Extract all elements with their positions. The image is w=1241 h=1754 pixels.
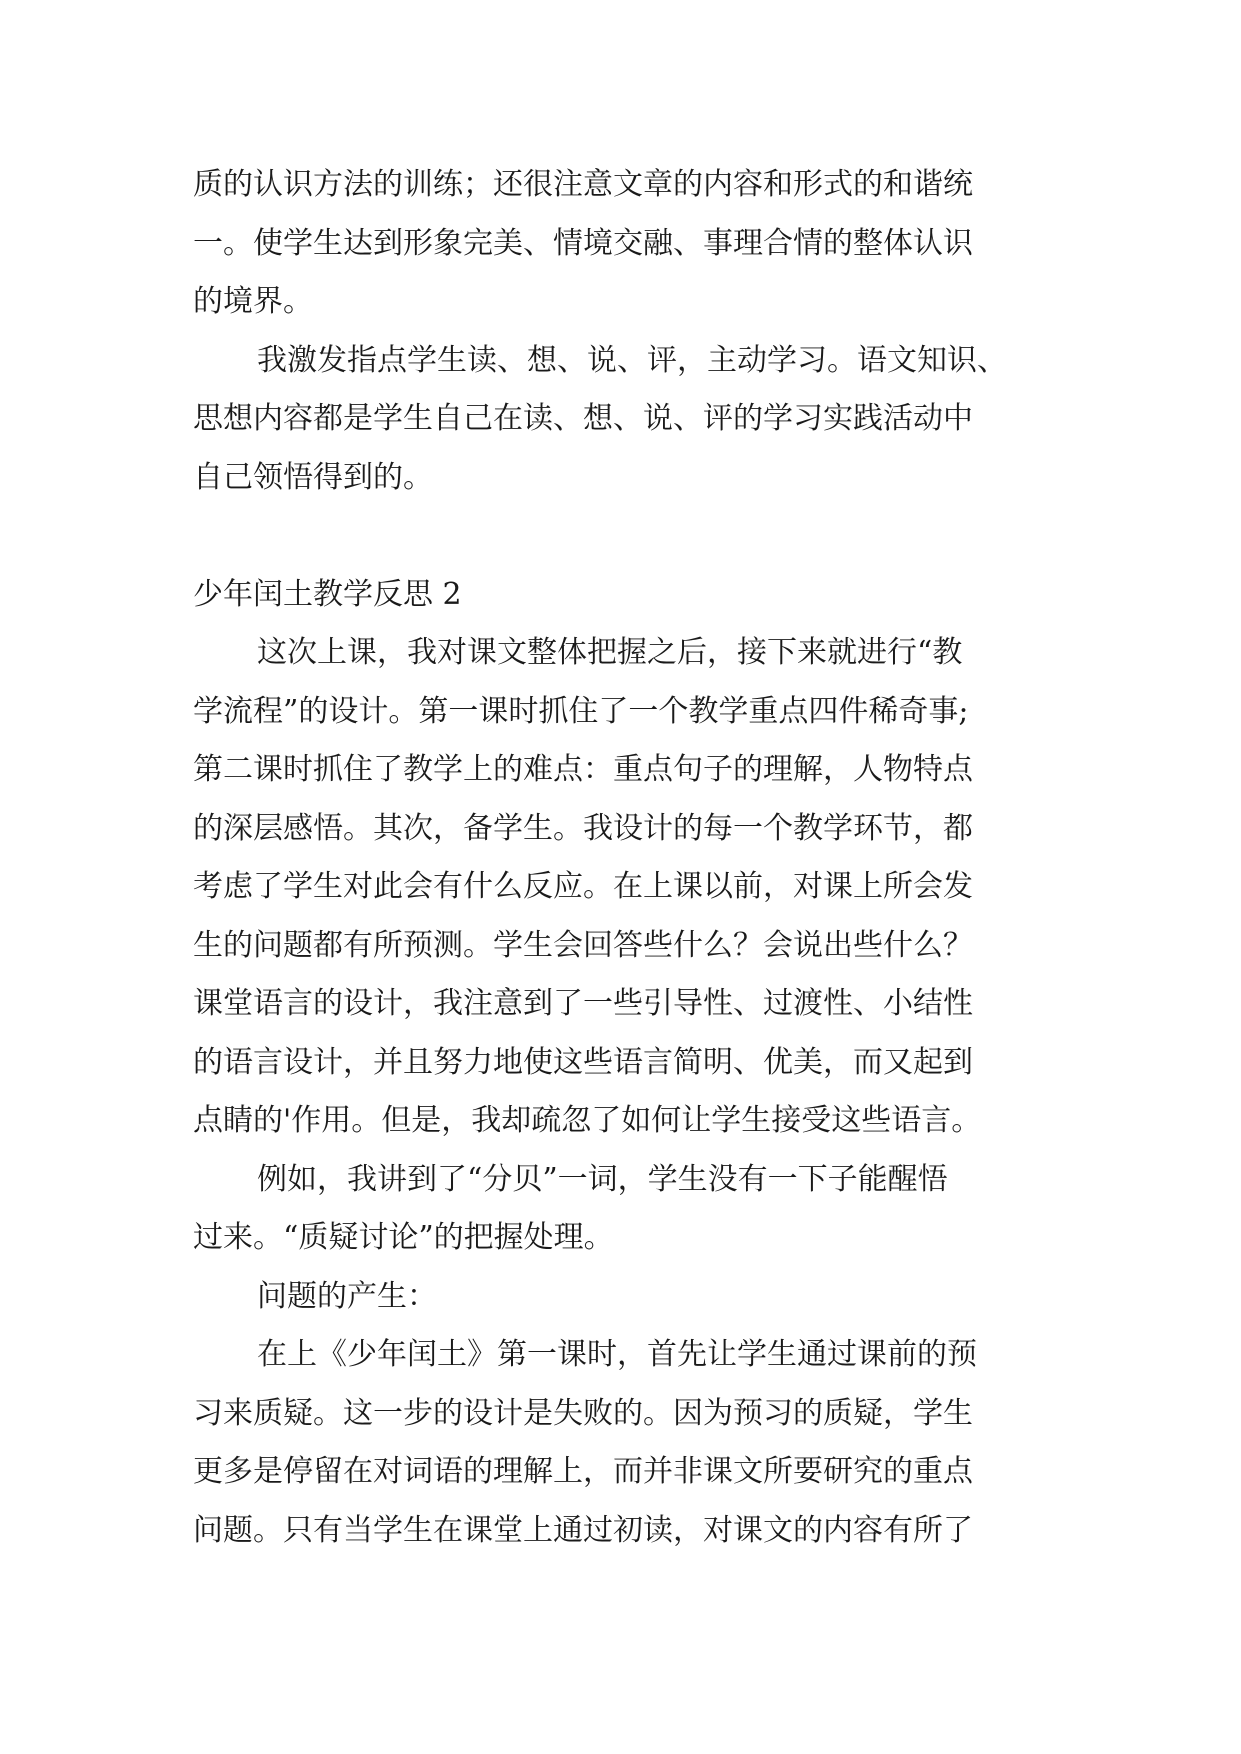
text-line: 这次上课，我对课文整体把握之后，接下来就进行“教 <box>257 635 963 670</box>
text-line: 一。使学生达到形象完美、情境交融、事理合情的整体认识 <box>193 225 973 261</box>
text-line: 过来。“质疑讨论”的把握处理。 <box>193 1220 614 1255</box>
text-line: 第二课时抓住了教学上的难点：重点句子的理解，人物特点 <box>193 752 973 787</box>
text-line: 我激发指点学生读、想、说、评，主动学习。语文知识、 <box>257 342 1007 378</box>
paragraph-continuation <box>193 156 1073 332</box>
text-line: 生的问题都有所预测。学生会回答些什么？会说出些什么？ <box>193 927 973 963</box>
text-line: 课堂语言的设计，我注意到了一些引导性、过渡性、小结性 <box>193 986 973 1021</box>
text-line: 更多是停留在对词语的理解上，而并非课文所要研究的重点 <box>193 1454 973 1489</box>
paragraph <box>193 332 1073 508</box>
text-line: 考虑了学生对此会有什么反应。在上课以前，对课上所会发 <box>193 869 973 904</box>
text-line: 的语言设计，并且努力地使这些语言简明、优美，而又起到 <box>193 1044 973 1080</box>
paragraph <box>193 1268 1073 1327</box>
text-line: 质的认识方法的训练；还很注意文章的内容和形式的和谐统 <box>193 167 973 202</box>
text-line: 学流程”的设计。第一课时抓住了一个教学重点四件稀奇事; <box>193 693 969 729</box>
section-title: 少年闰土教学反思 2 <box>193 576 462 612</box>
section-gap <box>193 507 1073 566</box>
text-line: 在上《少年闰土》第一课时，首先让学生通过课前的预 <box>257 1337 977 1372</box>
text-line: 的深层感悟。其次，备学生。我设计的每一个教学环节，都 <box>193 810 973 846</box>
text-line: 问题。只有当学生在课堂上通过初读，对课文的内容有所了 <box>193 1512 973 1548</box>
text-line: 问题的产生： <box>257 1278 437 1314</box>
text-line: 例如，我讲到了“分贝”一词，学生没有一下子能醒悟 <box>257 1161 948 1197</box>
text-line: 自己领悟得到的。 <box>193 459 433 495</box>
document-page <box>193 156 1073 1560</box>
text-line: 的境界。 <box>193 284 313 319</box>
paragraph <box>193 624 1073 1151</box>
paragraph <box>193 1326 1073 1560</box>
paragraph <box>193 1151 1073 1268</box>
text-line: 点睛的'作用。但是，我却疏忽了如何让学生接受这些语言。 <box>193 1103 982 1138</box>
text-line: 思想内容都是学生自己在读、想、说、评的学习实践活动中 <box>193 401 973 436</box>
text-line: 习来质疑。这一步的设计是失败的。因为预习的质疑，学生 <box>193 1395 973 1431</box>
